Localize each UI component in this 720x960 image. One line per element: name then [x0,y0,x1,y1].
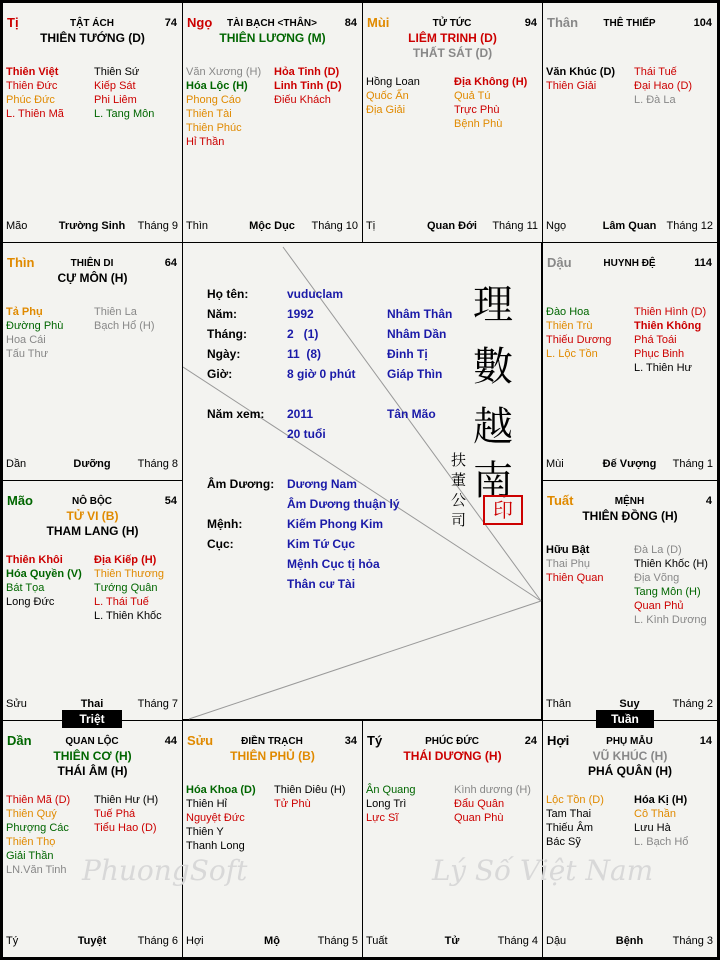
star-column-right [634,793,688,849]
star-item: Tử Phù [274,798,311,810]
palace-branch: Thìn [7,255,35,270]
value-thang-can: Nhâm Dần [387,327,447,341]
star-item: Hóa Khoa (D) [186,784,256,796]
palace-name: PHỤ MẪU [606,736,653,747]
star-item: Thiên Thọ [6,836,56,848]
label-nam-xem: Năm xem: [207,407,265,421]
small-script-3: 公 [451,491,467,509]
star-item: Văn Xương (H) [186,66,262,78]
star-item: Thiên Khốc (H) [634,558,708,570]
palace-name: QUAN LỘC [65,736,119,747]
footer-branch: Sửu [6,698,27,710]
label-cuc: Cục: [207,537,234,551]
star-item: Đẩu Quân [454,798,505,810]
star-item: Thiên Phúc [186,122,242,134]
footer-stage: Tử [444,935,460,947]
footer-stage: Lâm Quan [602,220,657,232]
center-info-panel [182,242,542,720]
star-item: Phục Binh [634,348,685,360]
footer-stage: Thai [80,698,104,710]
star-item: Quan Phủ [634,600,684,612]
palace-number: 64 [164,257,177,269]
main-star: THIÊN TƯỚNG (D) [40,31,145,45]
star-item: Tướng Quân [94,582,158,594]
footer-branch: Dậu [546,935,567,947]
palace-number: 34 [344,735,357,747]
star-item: L. Tang Môn [94,108,155,120]
footer-month: Tháng 9 [137,220,178,232]
star-column-right [274,783,346,811]
main-stars [3,749,182,779]
main-stars [363,31,542,61]
star-column-right [634,543,708,627]
palace-footer [546,935,713,948]
main-star: THẤT SÁT (D) [412,46,493,60]
value-am-duong: Dương Nam [287,477,357,491]
palace-name: NÔ BỘC [72,496,112,507]
star-item: Thiên Sứ [94,66,140,78]
star-item: Bạch Hổ (H) [94,320,155,332]
palace-branch: Dần [7,733,32,748]
star-column-right [94,305,155,333]
star-item: Phá Toái [634,334,677,346]
star-item: Đà La (D) [634,544,682,556]
main-star: THIÊN LƯƠNG (M) [219,31,326,45]
star-column-left [6,305,63,361]
star-item: Linh Tinh (D) [274,80,342,92]
star-item: Lộc Tồn (D) [546,794,604,806]
label-ho-ten: Họ tên: [207,287,249,301]
footer-branch: Mão [6,220,28,232]
star-item: L. Lộc Tồn [546,348,598,360]
small-script-4: 司 [451,511,467,529]
palace-footer [546,220,713,233]
star-item: Tiểu Hao (D) [94,822,157,834]
star-column-left [6,65,64,121]
palace-footer [366,220,538,233]
palace-name: PHÚC ĐỨC [425,736,479,747]
palace-branch: Mão [7,493,33,508]
star-item: Thiên Giải [546,80,597,92]
main-stars [3,271,182,286]
palace-name: ĐIỀN TRẠCH [241,736,303,747]
palace-branch: Hợi [547,733,570,748]
footer-month: Tháng 11 [492,220,538,232]
star-item: Hóa Quyền (V) [6,568,82,580]
star-column-right [454,75,527,131]
star-item: Đường Phù [6,320,64,332]
star-item: Địa Giải [366,104,406,116]
footer-month: Tháng 12 [666,220,713,232]
footer-stage: Đế Vượng [602,458,657,470]
connector-line-menh-3 [189,601,541,719]
footer-stage: Bệnh [615,935,644,947]
palace-number: 104 [693,17,712,29]
palace-branch: Thân [547,15,579,30]
star-column-left [6,793,70,877]
main-stars [363,749,542,764]
palace-branch: Tý [367,733,383,748]
palace-name: THÊ THIẾP [603,18,656,29]
palace-branch: Mùi [367,15,390,30]
value-nam-can: Nhâm Thân [387,307,453,321]
star-item: Địa Kiếp (H) [94,554,157,566]
palace-name: MỆNH [614,496,645,507]
star-column-right [94,65,154,121]
red-seal-stamp: 印 [483,495,523,525]
footer-branch: Mùi [546,458,564,470]
star-item: Long Trì [366,798,407,810]
value-cuc-2: Mệnh Cục tị hỏa [287,557,380,571]
star-item: Quan Phù [454,812,504,824]
main-stars [3,31,182,46]
palace-name: TÀI BẠCH <THÂN> [226,18,317,29]
star-item: Hóa Kị (H) [634,794,688,806]
palace-suu[interactable] [182,720,363,958]
tuan-marker: Tuần [596,710,654,728]
value-menh: Kiếm Phong Kim [287,517,384,531]
palace-branch: Tuất [547,493,574,508]
star-item: Tuế Phá [94,808,136,820]
main-star: VŨ KHÚC (H) [592,749,668,763]
star-column-left [366,75,420,117]
value-nam-xem: 2011 [287,407,314,421]
star-item: Thiên Hư (H) [94,794,159,806]
footer-branch: Thìn [186,220,209,232]
star-item: Thiên Việt [6,66,59,78]
palace-header [547,255,712,273]
star-column-left [546,65,615,93]
star-item: Phượng Các [6,822,69,834]
star-item: Hóa Lộc (H) [186,80,248,92]
palace-footer [366,935,538,948]
star-item: Hoa Cái [6,334,46,346]
star-item: Thiếu Âm [546,822,594,834]
star-item: L. Thiên Khốc [94,610,162,622]
main-star: THAM LANG (H) [46,524,139,538]
palace-thin[interactable] [2,242,183,481]
footer-month: Tháng 10 [311,220,358,232]
star-item: Thiên Mã (D) [6,794,71,806]
palace-name: THIÊN DI [70,258,114,269]
star-item: Ân Quang [366,784,416,796]
palace-footer [546,458,713,471]
value-am-duong-2: Âm Dương thuận lý [287,497,400,511]
star-item: L. Thiên Hư [634,362,692,374]
footer-branch: Hợi [186,935,204,947]
footer-month: Tháng 6 [137,935,178,947]
star-item: Thiên Quý [6,808,57,820]
footer-month: Tháng 2 [672,698,713,710]
footer-stage: Mộ [264,935,280,947]
label-thang: Tháng: [207,327,247,341]
star-column-right [94,793,158,835]
star-item: Thai Phụ [546,558,591,570]
value-tuoi: 20 tuổi [287,427,326,441]
palace-branch: Dậu [547,255,572,270]
star-item: Quốc Ấn [366,90,409,102]
star-item: Bát Tọa [6,582,45,594]
footer-month: Tháng 8 [137,458,178,470]
palace-number: 54 [164,495,177,507]
palace-dau[interactable] [542,242,718,481]
calligraphy-char-1: 理 [473,282,513,328]
value-than-cu: Thân cư Tài [287,577,356,591]
star-item: Thiên Y [186,826,224,838]
star-item: Thiếu Dương [546,334,612,346]
main-star: THIÊN PHỦ (B) [230,749,315,763]
star-item: Thiên La [94,306,137,318]
label-nam: Năm: [207,307,238,321]
star-item: Nguyệt Đức [186,812,245,824]
star-item: Địa Võng [634,572,680,584]
palace-footer [186,220,358,233]
palace-mui[interactable] [362,2,543,243]
star-item: L. Thái Tuế [94,596,149,608]
main-star: THIÊN ĐỒNG (H) [582,509,678,523]
palace-ti[interactable] [2,2,183,243]
palace-number: 44 [164,735,177,747]
value-thang: 2 (1) [287,327,319,341]
triet-marker: Triệt [62,710,122,728]
star-item: Văn Khúc (D) [546,66,616,78]
footer-stage: Trường Sinh [58,220,126,232]
star-item: Thiên Tài [186,108,232,120]
footer-branch: Tị [366,220,376,232]
footer-month: Tháng 3 [672,935,713,947]
star-item: L. Đà La [634,94,676,106]
star-column-left [6,553,82,609]
star-item: Trực Phù [454,104,500,116]
star-item: L. Bạch Hổ [634,836,689,848]
star-item: Kình dương (H) [454,784,531,796]
star-item: Long Đức [6,596,55,608]
star-item: Cô Thần [634,808,676,820]
footer-month: Tháng 1 [672,458,713,470]
label-ngay: Ngày: [207,347,241,361]
main-stars [183,749,362,764]
star-item: Tam Thai [546,808,592,820]
star-item: Thiên Hỉ [186,798,227,810]
star-item: Thiên Thương [94,568,165,580]
palace-number: 84 [344,17,357,29]
main-star: THÁI ÂM (H) [57,764,128,778]
star-item: Thiên Khôi [6,554,63,566]
palace-footer [6,220,178,233]
star-item: Lưu Hà [634,822,671,834]
star-item: Lực Sĩ [366,812,399,824]
palace-name: HUYNH ĐỆ [603,258,656,269]
main-star: THIÊN CƠ (H) [53,749,132,763]
star-item: Thiên Trù [546,320,593,332]
palace-hoi[interactable] [542,720,718,958]
footer-branch: Thân [546,698,572,710]
calligraphy-char-4: 南 [473,458,513,504]
footer-month: Tháng 5 [317,935,358,947]
star-column-left [186,65,261,149]
calligraphy-char-2: 數 [473,344,513,390]
footer-branch: Ngọ [546,220,567,232]
star-item: Phong Cáo [186,94,242,106]
palace-footer [6,935,178,948]
star-item: Bác Sỹ [546,836,581,848]
star-item: Thanh Long [186,840,245,852]
value-cuc: Kim Tứ Cục [287,537,356,551]
star-item: L. Thiên Mã [6,108,64,120]
main-star: LIÊM TRINH (D) [408,31,497,45]
main-stars [543,749,717,779]
footer-branch: Tuất [366,935,388,947]
palace-number: 14 [699,735,712,747]
value-gio-can: Giáp Thìn [387,367,443,381]
palace-ty[interactable] [362,720,543,958]
palace-number: 74 [164,17,177,29]
palace-branch: Ngọ [187,15,213,30]
palace-footer [6,458,178,471]
footer-month: Tháng 7 [137,698,178,710]
main-star: PHÁ QUÂN (H) [588,764,672,778]
star-item: Quả Tú [454,90,491,102]
footer-stage: Suy [619,698,640,710]
main-star: CỰ MÔN (H) [57,271,128,285]
star-item: Hỏa Tinh (D) [274,66,340,78]
star-column-left [546,793,604,849]
palace-footer [186,935,358,948]
main-star: THÁI DƯƠNG (H) [403,749,502,763]
star-item: Đại Hao (D) [634,80,693,92]
small-script-1: 扶 [451,451,467,469]
value-nam: 1992 [287,307,314,321]
star-item: Tấu Thư [6,348,49,360]
star-item: Tang Môn (H) [634,586,701,598]
star-item: Tả Phụ [6,306,43,318]
star-item: Phúc Đức [6,94,55,106]
palace-mao[interactable] [2,480,183,721]
star-item: LN.Văn Tinh [6,864,67,876]
palace-ngo[interactable] [182,2,363,243]
palace-number: 24 [524,735,537,747]
palace-tuat[interactable] [542,480,718,721]
star-column-left [546,305,611,361]
value-gio: 8 giờ 0 phút [287,367,356,381]
footer-stage: Tuyệt [77,935,107,947]
main-stars [543,509,717,524]
palace-header [547,15,712,33]
star-item: Điếu Khách [274,94,331,106]
star-column-right [634,65,692,107]
main-star: TỬ VI (B) [66,509,119,523]
star-item: Giải Thần [6,850,54,862]
footer-branch: Dần [6,458,27,470]
footer-stage: Dưỡng [73,458,111,470]
calligraphy-char-3: 越 [473,404,513,450]
star-item: Phi Liêm [94,94,137,106]
star-item: Hồng Loan [366,76,420,88]
footer-stage: Quan Đới [427,220,477,232]
value-nam-xem-can: Tân Mão [387,407,436,421]
star-column-right [454,783,531,825]
palace-dan[interactable] [2,720,183,958]
footer-stage: Mộc Dục [249,220,295,232]
palace-branch: Sửu [187,733,214,748]
footer-branch: Tý [6,935,19,947]
palace-number: 94 [524,17,537,29]
value-ngay-can: Đinh Tị [387,347,428,361]
star-column-right [94,553,164,623]
watermark-left: PhuongSoft [82,854,248,887]
palace-name: TẬT ÁCH [70,18,114,29]
star-item: Hữu Bật [546,544,590,556]
main-stars [3,509,182,539]
footer-month: Tháng 4 [497,935,538,947]
star-item: Địa Không (H) [454,76,528,88]
star-column-left [546,543,603,585]
label-am-duong: Âm Dương: [207,477,275,491]
label-menh: Mệnh: [207,517,243,531]
star-column-left [366,783,416,825]
label-gio: Giờ: [207,367,233,381]
star-item: L. Kình Dương [634,614,707,626]
star-item: Kiếp Sát [94,80,136,92]
star-item: Thiên Quan [546,572,604,584]
star-item: Thiên Diêu (H) [274,784,346,796]
palace-branch: Tị [7,15,19,30]
value-ho-ten: vuduclam [287,287,344,301]
value-ngay: 11 (8) [287,347,322,361]
small-script-2: 董 [451,471,467,489]
star-item: Thiên Đức [6,80,58,92]
star-item: Đào Hoa [546,306,590,318]
star-item: Thiên Hình (D) [634,306,707,318]
main-stars [183,31,362,46]
star-column-right [634,305,706,375]
star-column-right [274,65,342,107]
palace-than[interactable] [542,2,718,243]
star-column-left [186,783,256,853]
star-item: Thái Tuế [634,66,677,78]
star-item: Thiên Không [634,320,702,332]
palace-name: TỬ TỨC [432,18,472,29]
palace-number: 4 [705,495,712,507]
star-item: Hỉ Thần [186,136,225,148]
watermark-right: Lý Số Việt Nam [432,854,654,887]
star-item: Bệnh Phù [454,118,503,130]
palace-number: 114 [694,257,712,269]
